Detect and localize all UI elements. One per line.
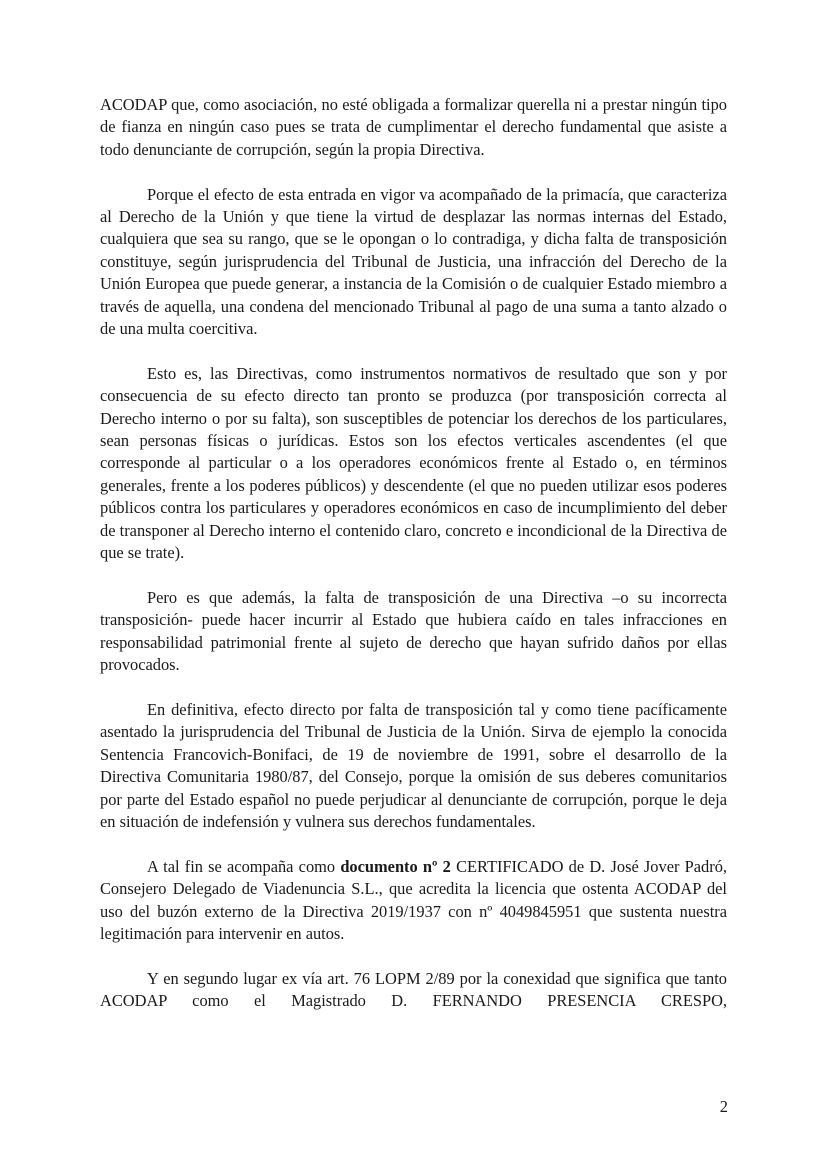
paragraph-6-rest: CERTIFICADO de D. José Jover Padró, Consejero Delegado de Viadenuncia S.L., que acredita la licencia que ostenta ACODAP del uso del buzón externo de la Directiva 2019/1937 con nº 4049845951 que sustenta nuestra legitimación para intervenir en autos. [100,856,727,943]
page-number: 2 [719,1097,728,1116]
paragraph-5: En definitiva, efecto directo por falta de transposición tal y como tiene pacíficamente asentado la jurisprudencia del Tribunal de Justicia de la Unión. Sirva de ejemplo la conocida Sentencia Francovich-Bonifaci, de 19 de noviembre de 1991, sobre el desarrollo de la Directiva Comunitaria 1980/87, del Consejo, porque la omisión de sus deberes comunitarios por parte del Estado español no puede perjudicar al denunciante de corrupción, porque le deja en situación de indefensión y vulnera sus derechos fundamentales. [100,699,727,831]
paragraph-2: Porque el efecto de esta entrada en vigor va acompañado de la primacía, que caracteriza al Derecho de la Unión y que tiene la virtud de desplazar las normas internas del Estado, cualquiera que sea su rango, que se le opongan o lo contradiga, y dicha falta de transposición constituye, según jurisprudencia del Tribunal de Justicia, una infracción del Derecho de la Unión Europea que puede generar, a instancia de la Comisión o de cualquier Estado miembro a través de aquella, una condena del mencionado Tribunal al pago de una suma a tanto alzado o de una multa coercitiva. [100,184,727,339]
paragraph-4: Pero es que además, la falta de transposición de una Directiva –o su incorrecta transposición- puede hacer incurrir al Estado que hubiera caído en tales infracciones en responsabilidad patrimonial frente al sujeto de derecho que hayan sufrido daños por ellas provocados. [100,587,727,675]
paragraph-6-intro: A tal fin se acompaña como [147,856,341,876]
paragraph-1: ACODAP que, como asociación, no esté obligada a formalizar querella ni a prestar ningún tipo de fianza en ningún caso pues se trata de cumplimentar el derecho fundamental que asiste a todo denunciante de corrupción, según la propia Directiva. [100,95,727,159]
document-body [100,94,727,1035]
document-reference: documento nº 2 [340,856,451,876]
paragraph-6 [100,856,727,946]
paragraph-3: Esto es, las Directivas, como instrumentos normativos de resultado que son y por consecuencia de su efecto directo tan pronto se produzca (por transposición correcta al Derecho interno o por su falta), son susceptibles de potenciar los derechos de los particulares, sean personas físicas o jurídicas. Estos son los efectos verticales ascendentes (el que corresponde al particular o a los operadores económicos frente al Estado o, en términos generales, frente a los poderes públicos) y descendente (el que no pueden utilizar esos poderes públicos contra los particulares y operadores económicos en caso de incumplimiento del deber de transponer al Derecho interno el contenido claro, concreto e incondicional de la Directiva de que se trate). [100,363,727,563]
paragraph-7: Y en segundo lugar ex vía art. 76 LOPM 2/89 por la conexidad que significa que tanto ACODAP como el Magistrado D. FERNANDO PRESENCIA CRESPO, [100,968,727,1011]
